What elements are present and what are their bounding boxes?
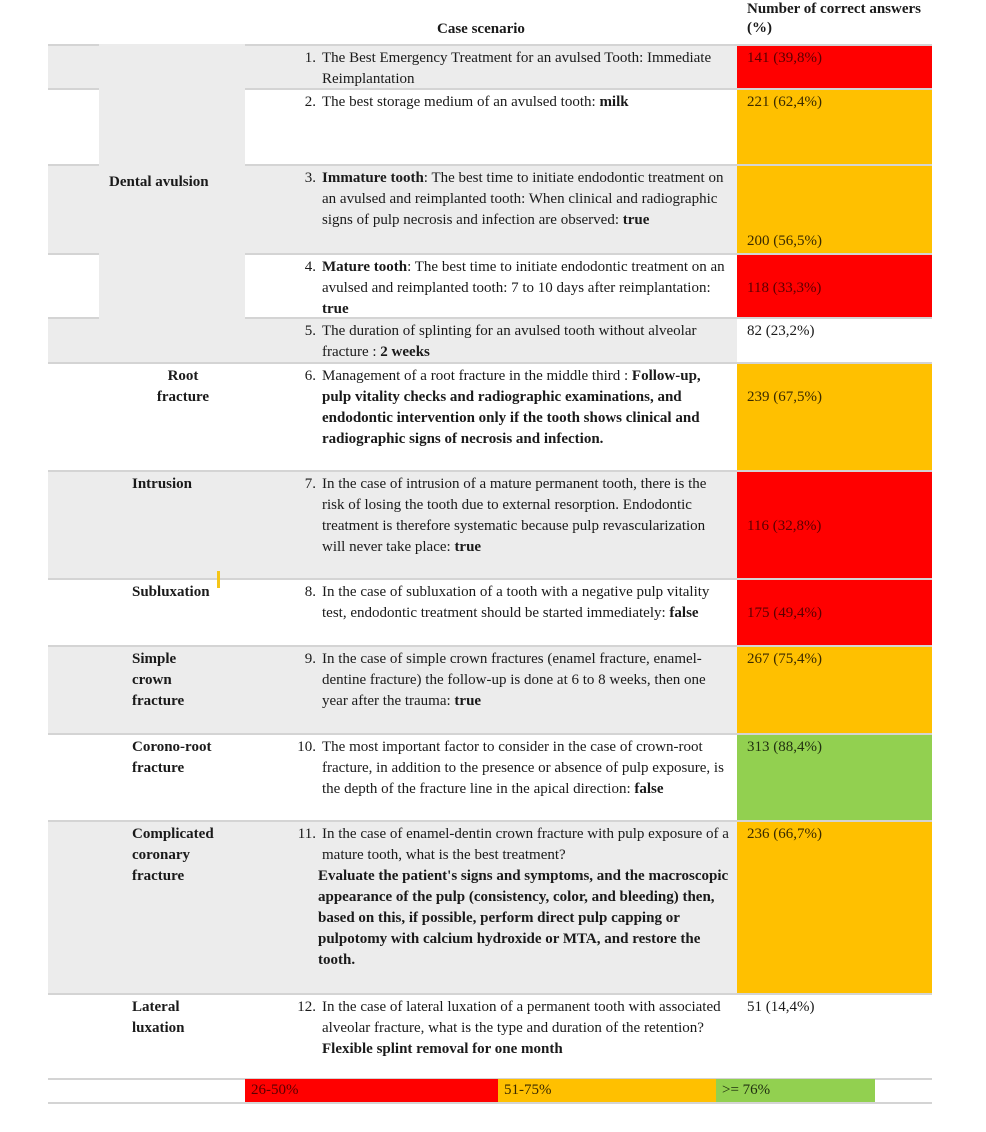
correct-answers-cell: 141 (39,8%) xyxy=(737,46,932,88)
question-number: 11. xyxy=(297,826,316,842)
question-answer-key: milk xyxy=(599,94,629,110)
question-answer-key: true xyxy=(454,693,482,709)
question-text xyxy=(322,997,732,1060)
question-number: 2. xyxy=(304,94,316,110)
correct-answers-cell: 313 (88,4%) xyxy=(737,735,932,820)
category-line: Subluxation xyxy=(132,584,210,600)
category-line: Simple xyxy=(132,651,177,667)
question-answer-key: 2 weeks xyxy=(380,344,430,360)
table-row xyxy=(48,733,932,820)
question-answer-key: true xyxy=(454,539,482,555)
table-row xyxy=(48,993,932,1079)
question-lead-bold: Immature tooth xyxy=(322,170,424,186)
table-row xyxy=(48,820,932,993)
question-number: 6. xyxy=(304,368,316,384)
correct-answers-cell: 236 (66,7%) xyxy=(737,822,932,993)
text-cursor-marker xyxy=(217,571,220,588)
category-label xyxy=(132,582,210,603)
category-line: fracture xyxy=(156,389,210,405)
question-text xyxy=(322,168,732,231)
legend-red: 26-50% xyxy=(245,1079,498,1102)
category-line: fracture xyxy=(132,868,185,884)
question-body: The Best Emergency Treatment for an avulsed Tooth: Immediate Reimplantation xyxy=(322,50,712,87)
question-text xyxy=(322,649,732,712)
question-body: The best storage medium of an avulsed tooth: xyxy=(322,94,600,110)
question-answer-key: Follow-up, pulp vitality checks and radiographic examinations, and endodontic intervention only if the tooth shows clinical and radiographic signs of necrosis and infection. xyxy=(322,368,701,447)
correct-answers-cell: 82 (23,2%) xyxy=(737,319,932,362)
question-number: 5. xyxy=(304,323,316,339)
question-answer-key: true xyxy=(322,301,349,317)
correct-answers-cell: 118 (33,3%) xyxy=(737,255,932,317)
category-label: Dental avulsion xyxy=(109,174,209,190)
category-line: coronary xyxy=(132,847,191,863)
correct-answers-cell: 116 (32,8%) xyxy=(737,472,932,578)
question-body: The duration of splinting for an avulsed tooth without alveolar fracture : xyxy=(322,323,697,360)
question-number: 1. xyxy=(304,50,316,66)
question-text xyxy=(322,48,732,90)
question-text xyxy=(322,737,732,800)
category-line: Complicated xyxy=(132,826,214,842)
table-row xyxy=(48,645,932,733)
question-answer-key: true xyxy=(622,212,650,228)
correct-answers-cell: 175 (49,4%) xyxy=(737,580,932,645)
question-body: The most important factor to consider in the case of crown-root fracture, in addition to the presence or absence of pulp exposure, is the depth of the fracture line in the apical direction: xyxy=(322,739,724,797)
table-row xyxy=(48,470,932,578)
question-text xyxy=(322,92,732,113)
question-number: 7. xyxy=(304,476,316,492)
table-row xyxy=(48,578,932,645)
question-answer-key: false xyxy=(634,781,664,797)
category-label xyxy=(132,649,184,712)
correct-answers-cell: 267 (75,4%) xyxy=(737,647,932,733)
category-line: Corono-root xyxy=(132,739,212,755)
category-line: Intrusion xyxy=(132,476,193,492)
category-line: luxation xyxy=(132,1020,185,1036)
question-body: Management of a root fracture in the middle third : xyxy=(322,368,632,384)
category-label xyxy=(132,737,211,779)
category-cell-dental-avulsion xyxy=(99,44,245,362)
category-line: Lateral xyxy=(132,999,180,1015)
legend-border-bottom xyxy=(48,1102,932,1104)
question-text xyxy=(322,582,732,624)
table-row xyxy=(48,362,932,470)
question-body: In the case of enamel-dentin crown fracture with pulp exposure of a mature tooth, what is the best treatment? xyxy=(322,826,729,863)
question-body: In the case of simple crown fractures (enamel fracture, enamel-dentine fracture) the follow-up is done at 6 to 8 weeks, then one year after the trauma: xyxy=(322,651,706,709)
question-answer-key: Evaluate the patient's signs and symptoms, and the macroscopic appearance of the pulp (consistency, color, and bleeding) then, based on this, if possible, perform direct pulp capping or pulpotomy with calcium hydroxide or MTA, and restore the tooth. xyxy=(318,868,729,968)
question-text xyxy=(322,257,732,320)
category-label xyxy=(118,366,248,408)
correct-answers-cell: 51 (14,4%) xyxy=(737,995,932,1079)
header-case-scenario: Case scenario xyxy=(437,21,525,37)
question-body: : The best time to initiate endodontic treatment on an avulsed and reimplanted tooth: 7 to 10 days after reimplantation: xyxy=(322,259,725,296)
question-body: In the case of intrusion of a mature permanent tooth, there is the risk of losing the tooth due to external resorption. Endodontic treatment is therefore systematic because pulp revascularization will never take place: xyxy=(322,476,707,555)
question-number: 12. xyxy=(297,999,316,1015)
correct-answers-cell: 200 (56,5%) xyxy=(737,166,932,253)
category-line: fracture xyxy=(132,693,185,709)
category-label xyxy=(132,824,214,887)
question-body: : The best time to initiate endodontic treatment on an avulsed and reimplanted tooth: When clinical and radiographic signs of pulp necrosis and infection are observed: xyxy=(322,170,724,228)
question-lead-bold: Mature tooth xyxy=(322,259,408,275)
question-number: 9. xyxy=(304,651,316,667)
question-number: 4. xyxy=(304,259,316,275)
category-line: fracture xyxy=(132,760,185,776)
category-label xyxy=(132,997,185,1039)
question-body: In the case of subluxation of a tooth with a negative pulp vitality test, endodontic treatment should be started immediately: xyxy=(322,584,710,621)
question-number: 8. xyxy=(304,584,316,600)
header-correct-answers: Number of correct answers (%) xyxy=(747,1,921,36)
question-text xyxy=(322,474,732,558)
question-number: 10. xyxy=(297,739,316,755)
question-answer-key: false xyxy=(669,605,699,621)
question-text xyxy=(322,366,732,450)
question-number: 3. xyxy=(304,170,316,186)
question-answer-key: Flexible splint removal for one month xyxy=(322,1041,563,1057)
question-text xyxy=(318,824,732,971)
question-body: In the case of lateral luxation of a permanent tooth with associated alveolar fracture, what is the type and duration of the retention? xyxy=(322,999,721,1036)
correct-answers-cell: 239 (67,5%) xyxy=(737,364,932,470)
category-label xyxy=(132,474,192,495)
category-line: Root xyxy=(167,368,199,384)
correct-answers-cell: 221 (62,4%) xyxy=(737,90,932,164)
category-line: crown xyxy=(132,672,172,688)
legend-orange: 51-75% xyxy=(498,1079,716,1102)
question-text xyxy=(322,321,732,363)
legend-green: >= 76% xyxy=(716,1079,875,1102)
